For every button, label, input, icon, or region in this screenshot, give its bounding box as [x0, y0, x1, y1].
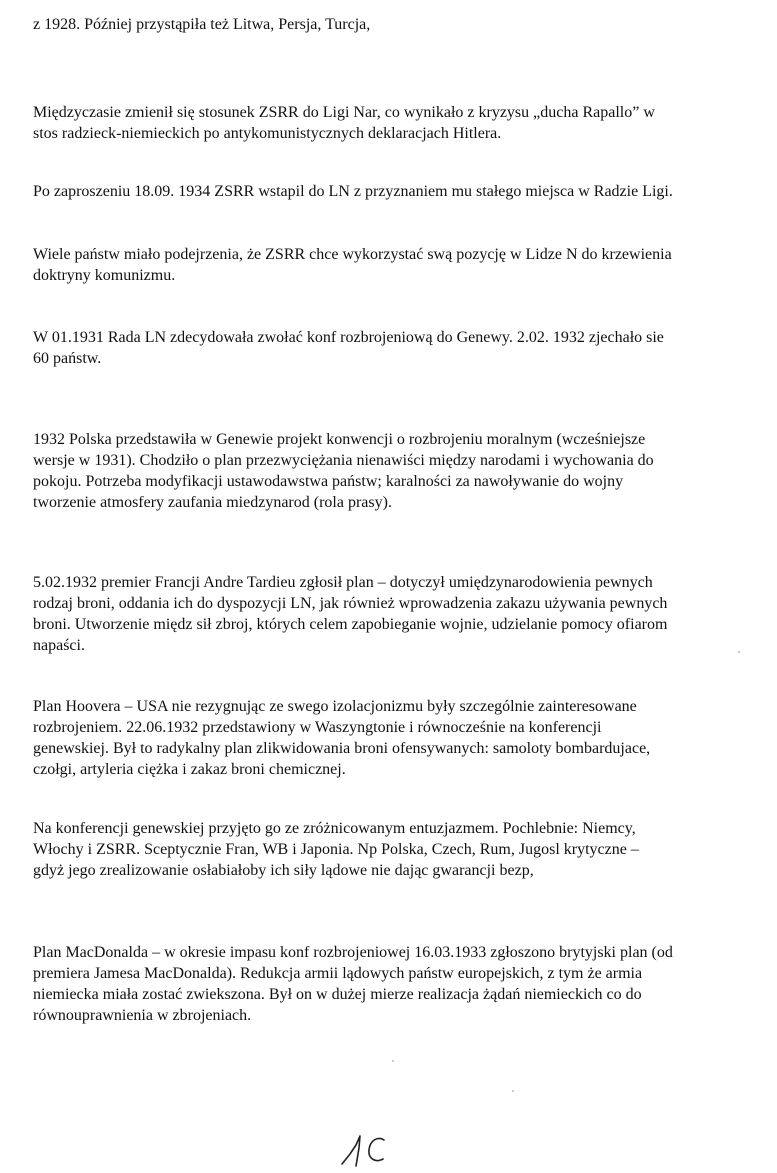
paragraph-5: W 01.1931 Rada LN zdecydowała zwołać konf rozbrojeniową do Genewy. 2.02. 1932 zjechało sie 60 państw. — [33, 329, 664, 367]
paragraph-3: Po zaproszeniu 18.09. 1934 ZSRR wstapil do LN z przyznaniem mu stałego miejsca w Radzie Ligi. — [33, 183, 673, 200]
paragraph-7: 5.02.1932 premier Francji Andre Tardieu zgłosił plan – dotyczył umiędzynarodowienia pewnych rodzaj broni, oddania ich do dyspozycji LN, jak również wprowadzenia zakazu używania pewnych broni. Utworzenie międz sił zbroj, których celem zapobieganie wojnie, udzielanie pomocy ofiarom napaści. — [33, 574, 668, 654]
scan-speck — [738, 651, 740, 653]
paragraph-4: Wiele państw miało podejrzenia, że ZSRR chce wykorzystać swą pozycję w Lidze N do krzewienia doktryny komunizmu. — [33, 246, 672, 284]
paragraph-10: Plan MacDonalda – w okresie impasu konf rozbrojeniowej 16.03.1933 zgłoszono brytyjski plan (od premiera Jamesa MacDonalda). Redukcja armii lądowych państw europejskich, z tym że armia niemiecka miała zostać zwiekszona. Był on w dużej mierze realizacja żądań niemieckich co do równouprawnienia w zbrojeniach. — [33, 944, 673, 1024]
scan-speck — [512, 1090, 514, 1092]
paragraph-1: z 1928. Później przystąpiła też Litwa, Persja, Turcja, — [33, 16, 371, 33]
paragraph-6: 1932 Polska przedstawiła w Genewie projekt konwencji o rozbrojeniu moralnym (wcześniejsze wersje w 1931). Chodziło o plan przezwyciężania nienawiści między narodami i wychowania do pokoju. Potrzeba modyfikacji ustawodawstwa państw; karalności za nawoływanie do wojny tworzenie atmosfery zaufania miedzynarod (rola prasy). — [33, 431, 654, 511]
paragraph-9: Na konferencji genewskiej przyjęto go ze zróżnicowanym entuzjazmem. Pochlebnie: Niemcy, Włochy i ZSRR. Sceptycznie Fran, WB i Japonia. Np Polska, Czech, Rum, Jugosl krytyczne – gdyż jego zrealizowanie osłabiałoby ich siły lądowe nie dając gwarancji bezp, — [33, 820, 639, 879]
scan-speck — [392, 1060, 394, 1062]
paragraph-2: Międzyczasie zmienił się stosunek ZSRR do Ligi Nar, co wynikało z kryzysu „ducha Rapallo” w stos radzieck-niemieckich po antykomunistycznych deklaracjach Hitlera. — [33, 104, 655, 142]
handwritten-page-number — [338, 1128, 398, 1168]
paragraph-8: Plan Hoovera – USA nie rezygnując ze swego izolacjonizmu były szczególnie zainteresowane rozbrojeniem. 22.06.1932 przedstawiony w Waszyngtonie i równocześnie na konferencji genewskiej. Był to radykalny plan zlikwidowania broni ofensywanych: samoloty bombardujace, czołgi, artyleria ciężka i zakaz broni chemicznej. — [33, 698, 651, 778]
